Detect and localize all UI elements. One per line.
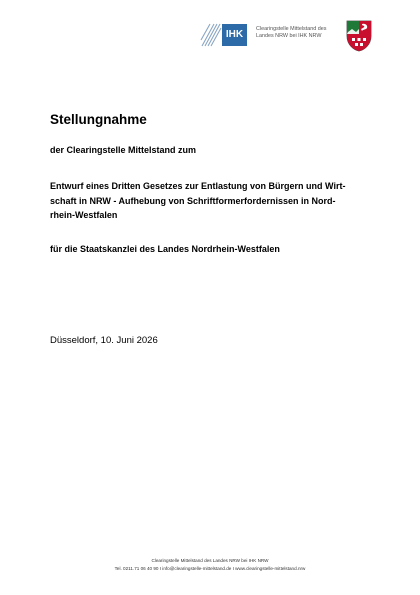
org-name-line2: Landes NRW bei IHK NRW <box>256 33 322 39</box>
draft-law-title <box>50 179 380 223</box>
footer <box>0 557 420 573</box>
ihk-logo-icon <box>196 22 250 48</box>
org-name-line1: Clearingstelle Mittelstand des <box>256 26 327 32</box>
draft-law-title-line: rhein-Westfalen <box>50 210 118 220</box>
place-date: Düsseldorf, 10. Juni 2026 <box>50 335 158 346</box>
document-title: Stellungnahme <box>50 112 147 127</box>
org-name <box>256 26 352 40</box>
recipient-line: für die Staatskanzlei des Landes Nordrhein-Westfalen <box>50 244 280 254</box>
footer-org-line: Clearingstelle Mittelstand des Landes NRW bei IHK NRW <box>151 558 269 563</box>
footer-contact-line: Tel. 0211.71 06 40 90 I info@clearingstelle-mittelstand.de I www.clearingstelle-mittelstand.nrw <box>114 566 306 571</box>
draft-law-title-line: Entwurf eines Dritten Gesetzes zur Entlastung von Bürgern und Wirt- <box>50 181 346 191</box>
draft-law-title-line: schaft in NRW - Aufhebung von Schriftformerfordernissen in Nord- <box>50 195 336 206</box>
nrw-coat-of-arms-icon <box>346 20 372 52</box>
ihk-logo-lines-icon <box>200 22 222 48</box>
document-subtitle: der Clearingstelle Mittelstand zum <box>50 145 197 155</box>
ihk-logo-text: IHK <box>222 24 247 46</box>
letterhead <box>196 20 386 54</box>
